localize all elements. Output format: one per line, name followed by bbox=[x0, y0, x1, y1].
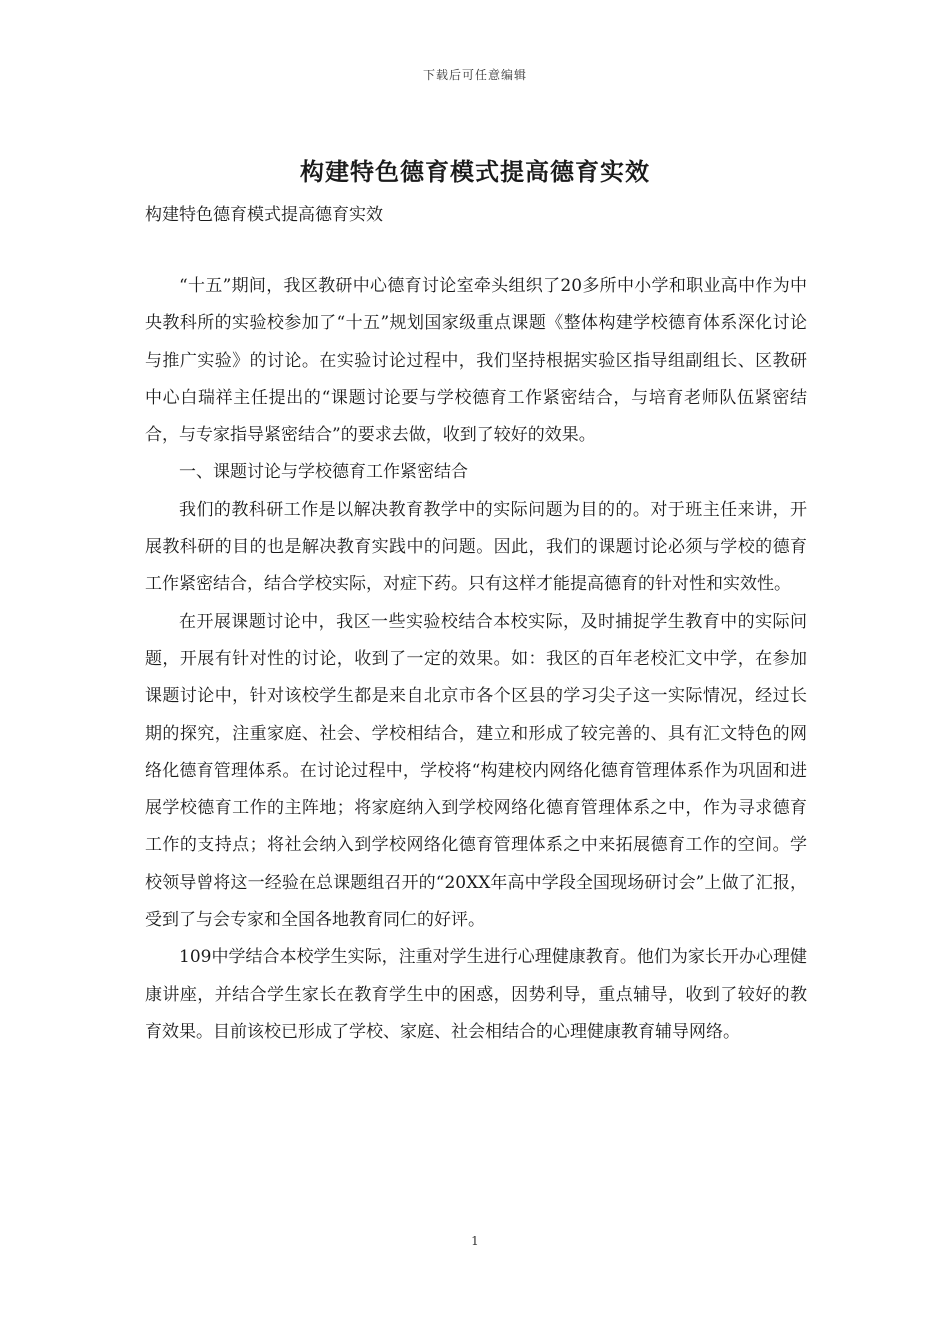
body-paragraph: “十五”期间，我区教研中心德育讨论室牵头组织了20多所中小学和职业高中作为中央教科所的实验校参加了“十五”规划国家级重点课题《整体构建学校德育体系深化讨论与推广实验》的讨论。在实验讨论过程中，我们坚持根据实验区指导组副组长、区教研中心白瑞祥主任提出的“课题讨论要与学校德育工作紧密结合，与培育老师队伍紧密结合，与专家指导紧密结合”的要求去做，收到了较好的效果。 bbox=[145, 276, 807, 446]
document-title: 构建特色德育模式提高德育实效 bbox=[300, 157, 650, 186]
header-note: 下载后可任意编辑 bbox=[422, 68, 527, 82]
section-heading: 一、课题讨论与学校德育工作紧密结合 bbox=[179, 462, 468, 483]
body-paragraph: 在开展课题讨论中，我区一些实验校结合本校实际，及时捕捉学生教育中的实际问题，开展有针对性的讨论，收到了一定的效果。如：我区的百年老校汇文中学，在参加课题讨论中，针对该校学生都是来自北京市各个区县的学习尖子这一实际情况，经过长期的探究，注重家庭、社会、学校相结合，建立和形成了较完善的、具有汇文特色的网络化德育管理体系。在讨论过程中，学校将“构建校内网络化德育管理体系作为巩固和进展学校德育工作的主阵地；将家庭纳入到学校网络化德育管理体系之中，作为寻求德育工作的支持点；将社会纳入到学校网络化德育管理体系之中来拓展德育工作的空间。学校领导曾将这一经验在总课题组召开的“20XX年高中学段全国现场研讨会”上做了汇报，受到了与会专家和全国各地教育同仁的好评。 bbox=[145, 611, 807, 931]
body-paragraph: 我们的教科研工作是以解决教育教学中的实际问题为目的的。对于班主任来讲，开展教科研的目的也是解决教育实践中的问题。因此，我们的课题讨论必须与学校的德育工作紧密结合，结合学校实际，对症下药。只有这样才能提高德育的针对性和实效性。 bbox=[145, 499, 807, 595]
document-body bbox=[145, 268, 807, 1051]
body-paragraph: 109中学结合本校学生实际，注重对学生进行心理健康教育。他们为家长开办心理健康讲座，并结合学生家长在教育学生中的困惑，因势利导，重点辅导，收到了较好的教育效果。目前该校已形成了学校、家庭、社会相结合的心理健康教育辅导网络。 bbox=[145, 947, 807, 1042]
page-number: 1 bbox=[471, 1234, 479, 1248]
document-subtitle: 构建特色德育模式提高德育实效 bbox=[145, 205, 383, 225]
